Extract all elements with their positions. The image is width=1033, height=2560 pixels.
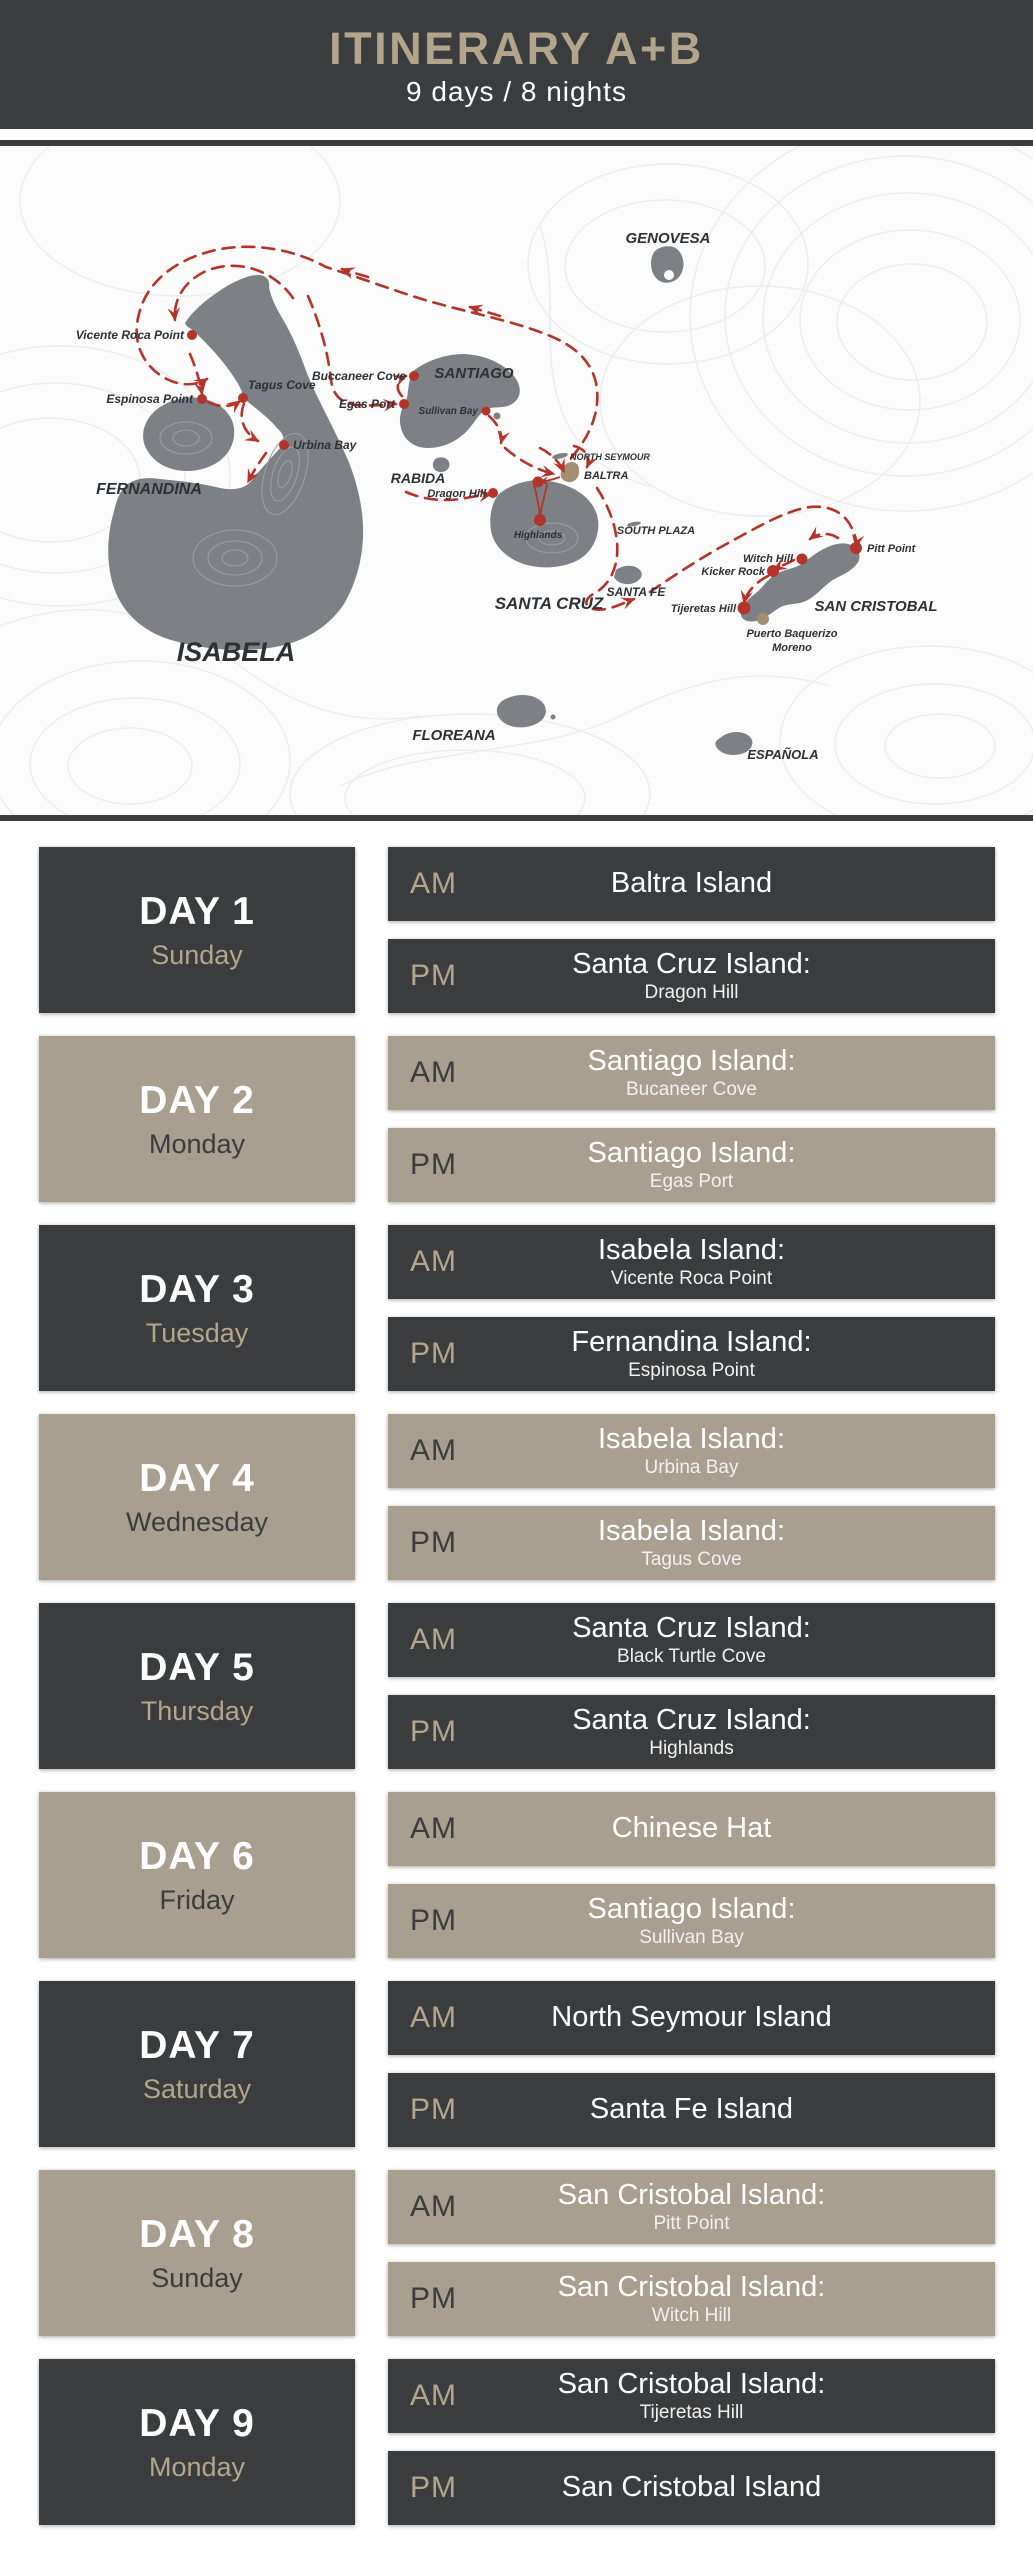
day-number: DAY 2 [139, 1078, 255, 1122]
tagus-marker [238, 393, 248, 403]
visit-text [558, 2368, 826, 2424]
day-number: DAY 6 [139, 1834, 255, 1878]
day-number: DAY 3 [139, 1267, 255, 1311]
day-group-7 [39, 1981, 995, 2147]
visit-subtitle: Egas Port [649, 1171, 734, 1193]
dragon-hill-marker [488, 488, 498, 498]
egas-marker [399, 399, 409, 409]
visit-text [558, 2271, 826, 2327]
pm-label: PM [410, 1148, 457, 1181]
visit-title: San Cristobal Island [561, 2471, 822, 2504]
visit-text [588, 1045, 796, 1101]
espanola-label: ESPAÑOLA [747, 747, 819, 762]
am-row [388, 1225, 995, 1299]
isabela-label: ISABELA [176, 637, 296, 667]
day-number: DAY 8 [139, 2212, 255, 2256]
pm-row [388, 1317, 995, 1391]
south-plaza-label: SOUTH PLAZA [616, 525, 696, 537]
pm-label: PM [410, 959, 457, 992]
am-label: AM [410, 1434, 457, 1467]
visit-subtitle: Tagus Cove [641, 1549, 742, 1571]
day-group-2 [39, 1036, 995, 1202]
puerto-baquerizo-label-2: Moreno [772, 642, 812, 654]
day-group-3 [39, 1225, 995, 1391]
visit-text [598, 1423, 785, 1479]
witch-hill-label: Witch Hill [742, 553, 793, 565]
visit-text [588, 1137, 796, 1193]
day-weekday: Monday [148, 1128, 246, 1159]
baltra-island-shape [561, 462, 579, 482]
visit-subtitle: Espinosa Point [628, 1360, 755, 1382]
fernandina-island-shape [143, 398, 234, 471]
espinosa-label: Espinosa Point [106, 392, 193, 406]
day-group-6 [39, 1792, 995, 1958]
rabida-label: RABIDA [390, 470, 446, 486]
am-row [388, 1414, 995, 1488]
pm-label: PM [410, 1715, 457, 1748]
visit-title: Chinese Hat [611, 1812, 772, 1845]
am-row [388, 2170, 995, 2244]
header [0, 0, 1033, 129]
pm-label: PM [410, 1904, 457, 1937]
day-group-5 [39, 1603, 995, 1769]
am-label: AM [410, 2379, 457, 2412]
santa-cruz-north-marker [533, 477, 544, 488]
visit-text [572, 1612, 811, 1668]
baltra-label: BALTRA [584, 470, 629, 482]
buccaneer-marker [409, 371, 419, 381]
page-title: ITINERARY A+B [329, 23, 704, 75]
visit-subtitle: Tijeretas Hill [639, 2402, 744, 2424]
visit-title: Santa Fe Island [589, 2093, 794, 2126]
visit-subtitle: Sullivan Bay [639, 1927, 744, 1949]
day-weekday: Tuesday [145, 1317, 249, 1348]
map-bottom-divider-bar [0, 815, 1033, 821]
am-label: AM [410, 1056, 457, 1089]
floreana-island-shape [497, 695, 546, 727]
day-card [39, 847, 355, 1013]
vicente-roca-label: Vicente Roca Point [75, 328, 184, 342]
am-row [388, 1792, 995, 1866]
am-row [388, 847, 995, 921]
visit-text [598, 1515, 785, 1571]
visit-subtitle: Pitt Point [653, 2213, 730, 2235]
am-label: AM [410, 2001, 457, 2034]
visit-title: San Cristobal Island: [557, 2178, 826, 2211]
visit-title: North Seymour Island [551, 2001, 832, 2034]
day-group-4 [39, 1414, 995, 1580]
pm-row [388, 1128, 995, 1202]
day-number: DAY 7 [139, 2023, 255, 2067]
sullivan-marker [482, 407, 491, 416]
chinese-hat-island-shape [494, 413, 501, 420]
visit-text [598, 1234, 785, 1290]
visit-text [572, 1704, 811, 1760]
visit-title: Santa Cruz Island: [572, 947, 811, 980]
vicente-roca-marker [187, 330, 197, 340]
day-number: DAY 5 [139, 1645, 255, 1689]
santa-fe-label: SANTA FE [606, 585, 666, 599]
floreana-label: FLOREANA [412, 727, 496, 744]
kicker-rock-marker [767, 565, 779, 577]
visit-title: San Cristobal Island: [557, 2270, 826, 2303]
dragon-hill-label: Dragon Hill [427, 488, 486, 500]
visit-text [571, 1326, 811, 1382]
tijeretas-label: Tijeretas Hill [670, 603, 736, 615]
day-group-8 [39, 2170, 995, 2336]
puerto-baquerizo-marker [757, 613, 769, 625]
page-subtitle: 9 days / 8 nights [406, 75, 627, 107]
am-row [388, 1981, 995, 2055]
visit-title: Baltra Island [610, 867, 773, 900]
day-weekday: Wednesday [125, 1506, 269, 1537]
pitt-point-label: Pitt Point [867, 543, 916, 555]
am-label: AM [410, 2190, 457, 2223]
visit-title: San Cristobal Island: [557, 2367, 826, 2400]
day-card [39, 1225, 355, 1391]
genovesa-bay-notch [664, 270, 674, 280]
visit-title: Isabela Island: [597, 1514, 785, 1547]
visit-subtitle: Vicente Roca Point [610, 1268, 773, 1290]
highlands-label: Highlands [513, 530, 563, 541]
visit-title: Santa Cruz Island: [572, 1611, 811, 1644]
pm-label: PM [410, 1526, 457, 1559]
tijeretas-marker [738, 602, 751, 615]
floreana-islet [551, 715, 556, 720]
san-cristobal-label: SAN CRISTOBAL [814, 598, 938, 615]
day-weekday: Monday [148, 2451, 246, 2482]
pm-row [388, 939, 995, 1013]
am-row [388, 1036, 995, 1110]
puerto-baquerizo-label-1: Puerto Baquerizo [746, 628, 838, 640]
visit-subtitle: Bucaneer Cove [626, 1079, 757, 1101]
pm-row [388, 2073, 995, 2147]
day-card [39, 1981, 355, 2147]
islands [108, 246, 859, 755]
visit-subtitle: Highlands [649, 1738, 734, 1760]
visit-text [590, 2093, 793, 2126]
santiago-label: SANTIAGO [434, 365, 514, 382]
visit-text [572, 948, 811, 1004]
am-label: AM [410, 1623, 457, 1656]
am-label: AM [410, 867, 457, 900]
visit-text [611, 867, 772, 900]
visit-title: Fernandina Island: [571, 1325, 812, 1358]
pm-row [388, 1695, 995, 1769]
pm-row [388, 1884, 995, 1958]
visit-subtitle: Dragon Hill [644, 982, 739, 1004]
highlands-marker [534, 514, 546, 526]
itinerary-schedule [0, 847, 1033, 2525]
egas-label: Egas Port [338, 397, 395, 411]
galapagos-map [0, 146, 1033, 815]
am-row [388, 1603, 995, 1677]
map-section [0, 146, 1033, 815]
tagus-label: Tagus Cove [248, 378, 316, 392]
pm-row [388, 2262, 995, 2336]
pm-label: PM [410, 2282, 457, 2315]
day-card [39, 2359, 355, 2525]
visit-text [562, 2471, 822, 2504]
santa-cruz-label: SANTA CRUZ [494, 594, 604, 613]
am-row [388, 2359, 995, 2433]
pm-label: PM [410, 2093, 457, 2126]
visit-title: Santiago Island: [587, 1892, 796, 1925]
sullivan-label: Sullivan Bay [418, 406, 478, 417]
visit-text [558, 2179, 826, 2235]
visit-text [612, 1812, 772, 1845]
visit-title: Santa Cruz Island: [572, 1703, 811, 1736]
espinosa-marker [197, 394, 207, 404]
day-card [39, 1792, 355, 1958]
witch-hill-marker [797, 554, 808, 565]
visit-title: Isabela Island: [597, 1233, 785, 1266]
visit-title: Santiago Island: [587, 1044, 796, 1077]
day-weekday: Thursday [140, 1695, 254, 1726]
santa-fe-island-shape [614, 566, 642, 584]
day-number: DAY 4 [139, 1456, 255, 1500]
day-weekday: Saturday [142, 2073, 252, 2104]
visit-subtitle: Black Turtle Cove [617, 1646, 766, 1668]
header-gap [0, 129, 1033, 140]
day-group-1 [39, 847, 995, 1013]
visit-title: Isabela Island: [597, 1422, 785, 1455]
day-weekday: Sunday [151, 939, 243, 970]
kicker-rock-label: Kicker Rock [701, 566, 765, 578]
visit-text [551, 2001, 831, 2034]
visit-text [588, 1893, 796, 1949]
pm-label: PM [410, 2471, 457, 2504]
genovesa-label: GENOVESA [625, 230, 711, 247]
visit-subtitle: Urbina Bay [644, 1457, 739, 1479]
pm-row [388, 2451, 995, 2525]
north-seymour-island-shape [552, 452, 569, 460]
pm-label: PM [410, 1337, 457, 1370]
day-card [39, 1603, 355, 1769]
pm-row [388, 1506, 995, 1580]
am-label: AM [410, 1812, 457, 1845]
urbina-marker [279, 440, 289, 450]
day-number: DAY 1 [139, 889, 255, 933]
fernandina-label: FERNANDINA [96, 481, 202, 498]
am-label: AM [410, 1245, 457, 1278]
day-card [39, 1414, 355, 1580]
day-card [39, 2170, 355, 2336]
pitt-point-marker [850, 542, 862, 554]
buccaneer-label: Buccaneer Cove [311, 369, 406, 383]
day-number: DAY 9 [139, 2401, 255, 2445]
urbina-label: Urbina Bay [293, 438, 357, 452]
day-weekday: Sunday [151, 2262, 243, 2293]
visit-subtitle: Witch Hill [651, 2305, 732, 2327]
visit-title: Santiago Island: [587, 1136, 796, 1169]
day-group-9 [39, 2359, 995, 2525]
day-card [39, 1036, 355, 1202]
day-weekday: Friday [159, 1884, 235, 1915]
north-seymour-label: NORTH SEYMOUR [570, 452, 650, 462]
